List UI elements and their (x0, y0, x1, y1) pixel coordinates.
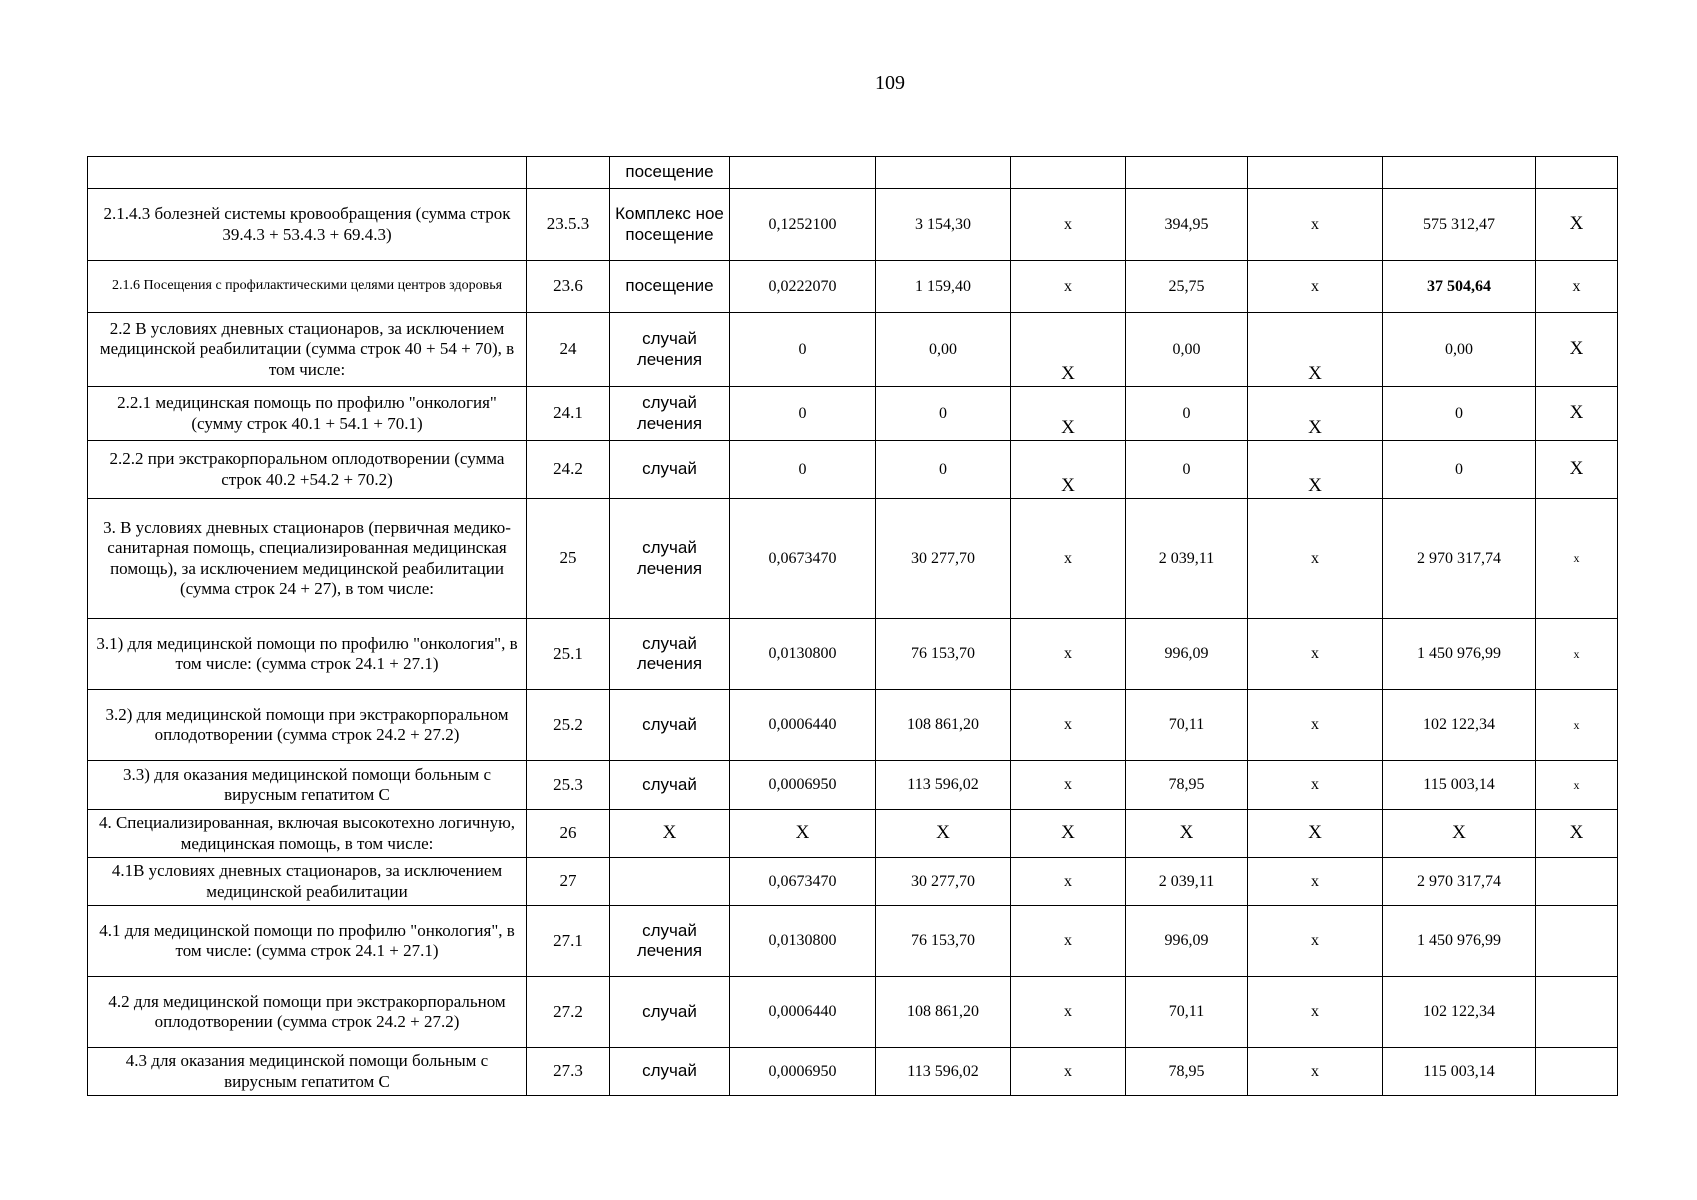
cell-col-x1: Х (1011, 441, 1126, 499)
cell-unit (610, 858, 730, 906)
cell-col-x1: Х (1011, 387, 1126, 441)
cell-volume: 0,0130800 (730, 906, 876, 977)
cell-per-capita: 394,95 (1126, 189, 1248, 261)
cell-total: 0,00 (1383, 313, 1536, 387)
cell-volume: 0,0006440 (730, 977, 876, 1048)
table-row (88, 387, 1618, 441)
cell-total: 102 122,34 (1383, 690, 1536, 761)
cell-col-x3 (1536, 977, 1618, 1048)
cell-row-number: 24.1 (527, 387, 610, 441)
cell-per-capita: 0,00 (1126, 313, 1248, 387)
cell-total: 115 003,14 (1383, 761, 1536, 810)
cell-indicator: 2.1.4.3 болезней системы кровообращения (сумма строк 39.4.3 + 53.4.3 + 69.4.3) (88, 189, 527, 261)
cell-total: 2 970 317,74 (1383, 858, 1536, 906)
cell-unit: случай (610, 1048, 730, 1096)
cell-col-x2: х (1248, 977, 1383, 1048)
cell-total: 115 003,14 (1383, 1048, 1536, 1096)
cell-unit: случай (610, 977, 730, 1048)
table-row (88, 858, 1618, 906)
table-row (88, 499, 1618, 619)
cell-volume: 0,0222070 (730, 261, 876, 313)
cell-indicator: 3.1) для медицинской помощи по профилю "онкология", в том числе: (сумма строк 24.1 + 27.1) (88, 619, 527, 690)
cell-cost: 30 277,70 (876, 858, 1011, 906)
cell-per-capita: 70,11 (1126, 690, 1248, 761)
cell-unit: посещение (610, 261, 730, 313)
cell-indicator: 3.3) для оказания медицинской помощи больным с вирусным гепатитом С (88, 761, 527, 810)
cell-total: 1 450 976,99 (1383, 619, 1536, 690)
cell-col-x3 (1536, 906, 1618, 977)
cell-col-x3 (1536, 858, 1618, 906)
cell-unit: случай (610, 761, 730, 810)
cell-total: 0 (1383, 387, 1536, 441)
cell-total: Х (1383, 810, 1536, 858)
cell-unit: случай лечения (610, 906, 730, 977)
table-row (88, 1048, 1618, 1096)
cell-indicator: 4.2 для медицинской помощи при экстракорпоральном оплодотворении (сумма строк 24.2 + 27.2) (88, 977, 527, 1048)
page-number: 109 (875, 72, 905, 94)
cell-unit: случай лечения (610, 313, 730, 387)
table-row (88, 619, 1618, 690)
cell-row-number: 26 (527, 810, 610, 858)
cell-volume: 0,0673470 (730, 499, 876, 619)
cell-per-capita: 2 039,11 (1126, 858, 1248, 906)
table-row (88, 261, 1618, 313)
tariff-table (87, 156, 1618, 1096)
cell-cost: 0 (876, 441, 1011, 499)
cell-col-x2: х (1248, 906, 1383, 977)
cell-cost: 76 153,70 (876, 619, 1011, 690)
table-row (88, 189, 1618, 261)
cell-indicator: 2.2.2 при экстракорпоральном оплодотворении (сумма строк 40.2 +54.2 + 70.2) (88, 441, 527, 499)
cell-col-x1: Х (1011, 810, 1126, 858)
cell-volume: 0,0006440 (730, 690, 876, 761)
table-row (88, 441, 1618, 499)
table-row (88, 313, 1618, 387)
cell-col-x2: Х (1248, 441, 1383, 499)
cell-row-number: 27.1 (527, 906, 610, 977)
cell-cost: Х (876, 810, 1011, 858)
cell-cost: 108 861,20 (876, 977, 1011, 1048)
cell-total: 0 (1383, 441, 1536, 499)
cell-total: 37 504,64 (1383, 261, 1536, 313)
cell-per-capita: 0 (1126, 387, 1248, 441)
table-row (88, 810, 1618, 858)
cell-unit: случай (610, 441, 730, 499)
cell-col-x2: х (1248, 189, 1383, 261)
cell-col-x3: х (1536, 499, 1618, 619)
cell-per-capita (1126, 157, 1248, 189)
cell-col-x1: х (1011, 761, 1126, 810)
cell-col-x1: х (1011, 499, 1126, 619)
cell-row-number: 23.5.3 (527, 189, 610, 261)
cell-col-x2: х (1248, 619, 1383, 690)
cell-cost: 0 (876, 387, 1011, 441)
cell-row-number: 25.1 (527, 619, 610, 690)
cell-col-x3: Х (1536, 387, 1618, 441)
table-row (88, 977, 1618, 1048)
cell-col-x2: х (1248, 261, 1383, 313)
cell-row-number: 27.3 (527, 1048, 610, 1096)
cell-indicator: 4.3 для оказания медицинской помощи больным с вирусным гепатитом С (88, 1048, 527, 1096)
cell-col-x2: х (1248, 690, 1383, 761)
cell-col-x2: Х (1248, 313, 1383, 387)
cell-col-x1 (1011, 157, 1126, 189)
cell-cost: 30 277,70 (876, 499, 1011, 619)
cell-unit: посещение (610, 157, 730, 189)
cell-col-x1: х (1011, 189, 1126, 261)
cell-col-x1: х (1011, 906, 1126, 977)
cell-col-x3: Х (1536, 441, 1618, 499)
cell-col-x2: х (1248, 499, 1383, 619)
cell-row-number: 27.2 (527, 977, 610, 1048)
cell-row-number: 24 (527, 313, 610, 387)
cell-cost: 0,00 (876, 313, 1011, 387)
cell-per-capita: 2 039,11 (1126, 499, 1248, 619)
cell-col-x3: х (1536, 761, 1618, 810)
cell-volume: 0,0673470 (730, 858, 876, 906)
cell-unit: случай лечения (610, 619, 730, 690)
cell-col-x1: х (1011, 977, 1126, 1048)
cell-per-capita: 70,11 (1126, 977, 1248, 1048)
cell-col-x3 (1536, 1048, 1618, 1096)
cell-unit: случай лечения (610, 499, 730, 619)
cell-row-number: 24.2 (527, 441, 610, 499)
cell-volume: Х (730, 810, 876, 858)
cell-cost: 3 154,30 (876, 189, 1011, 261)
cell-col-x1: Х (1011, 313, 1126, 387)
cell-volume: 0,0130800 (730, 619, 876, 690)
cell-col-x3: х (1536, 619, 1618, 690)
table-row (88, 906, 1618, 977)
cell-col-x2: х (1248, 858, 1383, 906)
cell-col-x1: х (1011, 619, 1126, 690)
cell-cost: 1 159,40 (876, 261, 1011, 313)
cell-total: 102 122,34 (1383, 977, 1536, 1048)
cell-row-number: 27 (527, 858, 610, 906)
cell-indicator: 2.2 В условиях дневных стационаров, за исключением медицинской реабилитации (сумма строк 40 + 54 + 70), в том числе: (88, 313, 527, 387)
cell-indicator: 4. Специализированная, включая высокотехно логичную, медицинская помощь, в том числе: (88, 810, 527, 858)
cell-col-x3: х (1536, 261, 1618, 313)
cell-unit: случай (610, 690, 730, 761)
cell-per-capita: 996,09 (1126, 619, 1248, 690)
table-row (88, 157, 1618, 189)
cell-indicator: 4.1 для медицинской помощи по профилю "онкология", в том числе: (сумма строк 24.1 + 27.1) (88, 906, 527, 977)
cell-indicator: 2.1.6 Посещения с профилактическими целями центров здоровья (88, 261, 527, 313)
cell-indicator (88, 157, 527, 189)
cell-col-x1: х (1011, 1048, 1126, 1096)
cell-col-x1: х (1011, 261, 1126, 313)
cell-volume: 0,0006950 (730, 1048, 876, 1096)
cell-unit: Х (610, 810, 730, 858)
cell-indicator: 3. В условиях дневных стационаров (первичная медико-санитарная помощь, специализированная медицинская помощь), за исключением медицинской реабилитации (сумма строк 24 + 27), в том числе: (88, 499, 527, 619)
cell-per-capita: 78,95 (1126, 761, 1248, 810)
cell-row-number: 23.6 (527, 261, 610, 313)
cell-col-x3: х (1536, 690, 1618, 761)
cell-volume: 0 (730, 313, 876, 387)
cell-col-x2: Х (1248, 810, 1383, 858)
cell-per-capita: 0 (1126, 441, 1248, 499)
cell-per-capita: 78,95 (1126, 1048, 1248, 1096)
cell-row-number: 25.3 (527, 761, 610, 810)
cell-volume: 0,0006950 (730, 761, 876, 810)
cell-cost: 108 861,20 (876, 690, 1011, 761)
cell-unit: случай лечения (610, 387, 730, 441)
cell-col-x1: х (1011, 858, 1126, 906)
cell-row-number: 25.2 (527, 690, 610, 761)
cell-volume (730, 157, 876, 189)
cell-col-x3 (1536, 157, 1618, 189)
cell-col-x3: Х (1536, 189, 1618, 261)
cell-indicator: 2.2.1 медицинская помощь по профилю "онкология" (сумму строк 40.1 + 54.1 + 70.1) (88, 387, 527, 441)
cell-total (1383, 157, 1536, 189)
cell-row-number (527, 157, 610, 189)
cell-cost: 113 596,02 (876, 761, 1011, 810)
cell-col-x3: Х (1536, 313, 1618, 387)
cell-indicator: 4.1В условиях дневных стационаров, за исключением медицинской реабилитации (88, 858, 527, 906)
cell-unit: Комплекс ное посещение (610, 189, 730, 261)
cell-cost: 76 153,70 (876, 906, 1011, 977)
cell-row-number: 25 (527, 499, 610, 619)
cell-volume: 0 (730, 441, 876, 499)
cell-cost: 113 596,02 (876, 1048, 1011, 1096)
cell-total: 2 970 317,74 (1383, 499, 1536, 619)
cell-col-x2 (1248, 157, 1383, 189)
cell-total: 575 312,47 (1383, 189, 1536, 261)
cell-col-x2: х (1248, 761, 1383, 810)
table-row (88, 690, 1618, 761)
cell-volume: 0,1252100 (730, 189, 876, 261)
cell-cost (876, 157, 1011, 189)
cell-col-x2: Х (1248, 387, 1383, 441)
cell-col-x2: х (1248, 1048, 1383, 1096)
cell-per-capita: 996,09 (1126, 906, 1248, 977)
cell-per-capita: 25,75 (1126, 261, 1248, 313)
cell-volume: 0 (730, 387, 876, 441)
cell-indicator: 3.2) для медицинской помощи при экстракорпоральном оплодотворении (сумма строк 24.2 + 27.2) (88, 690, 527, 761)
table-row (88, 761, 1618, 810)
cell-per-capita: Х (1126, 810, 1248, 858)
cell-col-x1: х (1011, 690, 1126, 761)
cell-total: 1 450 976,99 (1383, 906, 1536, 977)
cell-col-x3: Х (1536, 810, 1618, 858)
